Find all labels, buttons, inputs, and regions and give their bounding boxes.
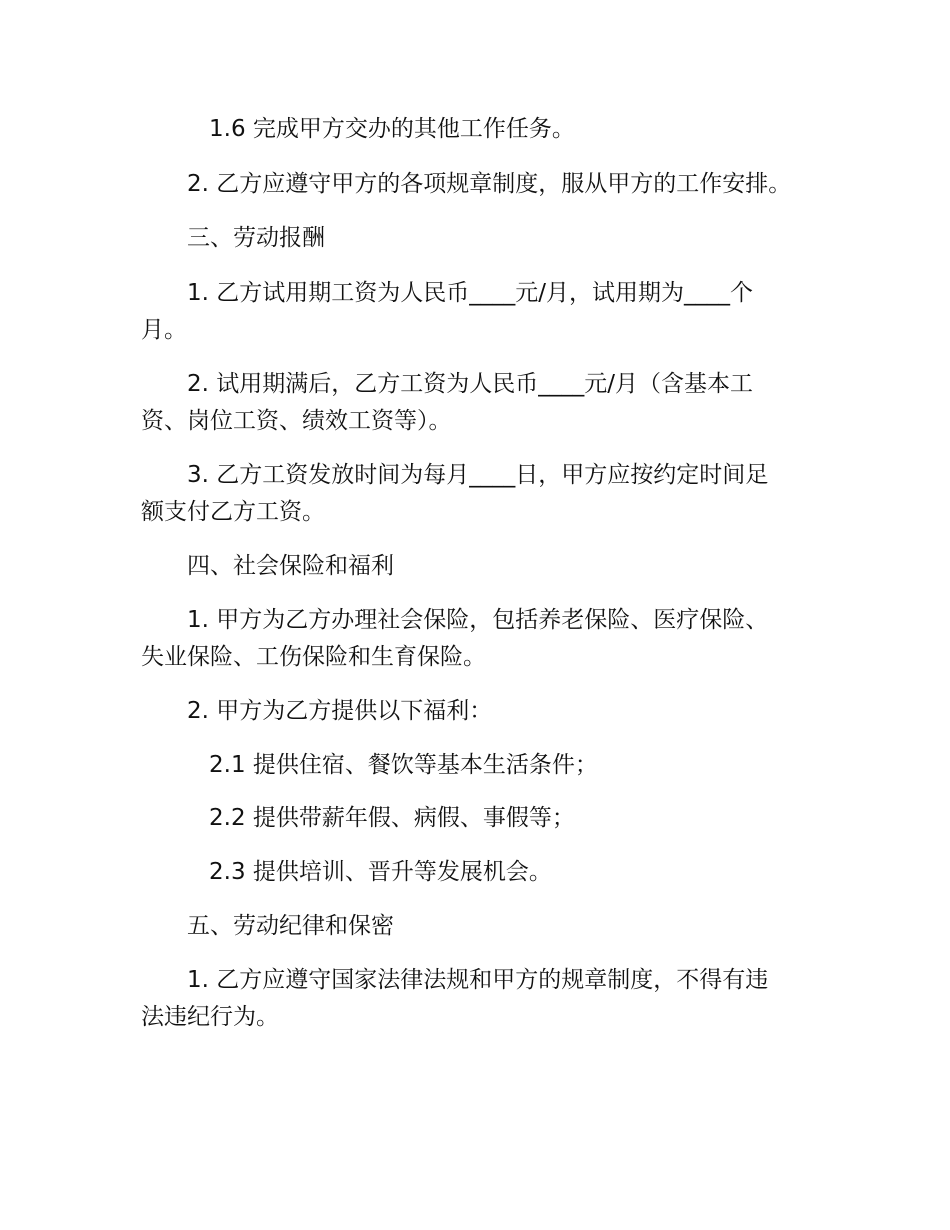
item-3-payday: 3. 乙方工资发放时间为每月____日，甲方应按约定时间足 [187, 462, 769, 488]
item-1-compliance: 1. 乙方应遵守国家法律法规和甲方的规章制度，不得有违 [187, 967, 769, 993]
item-2-1-lodging: 2.1 提供住宿、餐饮等基本生活条件； [209, 752, 598, 778]
section-heading-remuneration: 三、劳动报酬 [187, 225, 325, 251]
item-1-social-insurance: 1. 甲方为乙方办理社会保险，包括养老保险、医疗保险、 [187, 607, 769, 633]
item-2-3-development: 2.3 提供培训、晋升等发展机会。 [209, 859, 552, 885]
item-2-salary-after-probation: 2. 试用期满后，乙方工资为人民币____元/月（含基本工 [187, 371, 754, 397]
item-3-payday-cont: 额支付乙方工资。 [141, 499, 325, 525]
item-1-probation-salary-cont: 月。 [141, 317, 187, 343]
item-1-social-insurance-cont: 失业保险、工伤保险和生育保险。 [141, 644, 486, 670]
section-heading-discipline: 五、劳动纪律和保密 [187, 913, 394, 939]
item-2-2-leave: 2.2 提供带薪年假、病假、事假等； [209, 805, 575, 831]
item-2-rules: 2. 乙方应遵守甲方的各项规章制度，服从甲方的工作安排。 [187, 171, 792, 197]
item-1-probation-salary: 1. 乙方试用期工资为人民币____元/月，试用期为____个 [187, 280, 754, 306]
section-heading-insurance-welfare: 四、社会保险和福利 [187, 553, 394, 579]
item-1-compliance-cont: 法违纪行为。 [141, 1004, 279, 1030]
item-2-welfare: 2. 甲方为乙方提供以下福利： [187, 698, 493, 724]
item-1-6: 1.6 完成甲方交办的其他工作任务。 [209, 116, 575, 142]
item-2-salary-after-probation-cont: 资、岗位工资、绩效工资等）。 [141, 408, 452, 434]
